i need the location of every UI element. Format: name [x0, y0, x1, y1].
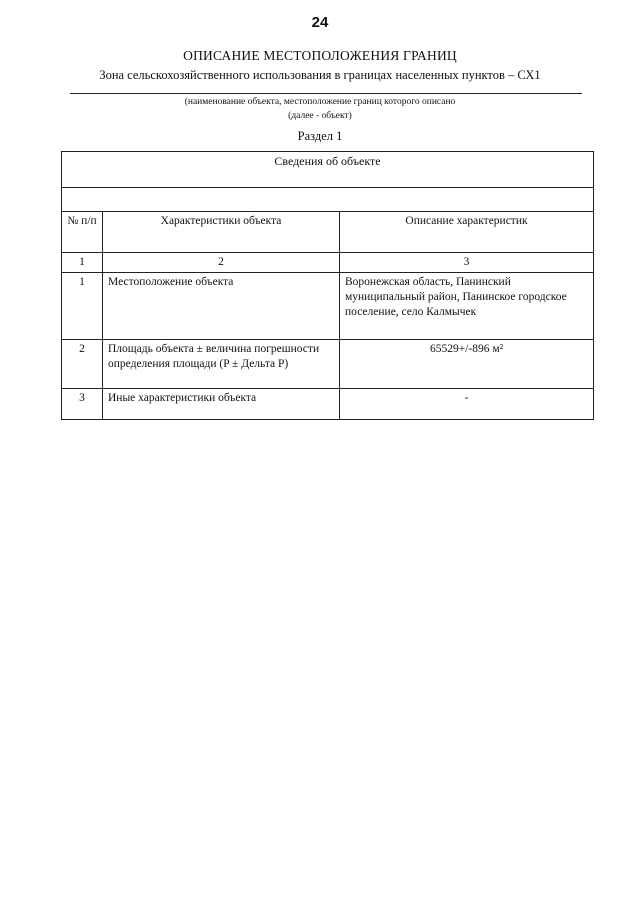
- table-column-numbers: [62, 253, 594, 273]
- object-info-table: [61, 151, 594, 420]
- object-caption-line-1: (наименование объекта, местоположение границ которого описано: [184, 97, 456, 107]
- column-number-1: 1: [62, 253, 103, 273]
- row-characteristic: Иные характеристики объекта: [103, 389, 340, 420]
- row-characteristic: Площадь объекта ± величина погрешности определения площади (P ± Дельта P): [103, 340, 340, 389]
- table-header: Сведения об объекте: [62, 152, 594, 188]
- table-column-headers: [62, 212, 594, 253]
- column-header-description: Описание характеристик: [340, 212, 594, 253]
- document-subtitle: Зона сельскохозяйственного использования в границах населенных пунктов – СХ1: [99, 68, 541, 82]
- table-empty-cell: [62, 188, 594, 212]
- object-caption-line-2: (далее - объект): [288, 111, 352, 121]
- header-divider: [70, 93, 582, 94]
- row-description: -: [340, 389, 594, 420]
- column-header-characteristic: Характеристики объекта: [103, 212, 340, 253]
- column-number-2: 2: [103, 253, 340, 273]
- table-header-row: [62, 152, 594, 188]
- section-title: Раздел 1: [297, 129, 343, 143]
- table-row: [62, 273, 594, 340]
- table-empty-row: [62, 188, 594, 212]
- document-title: ОПИСАНИЕ МЕСТОПОЛОЖЕНИЯ ГРАНИЦ: [183, 48, 457, 63]
- page-number: 24: [311, 14, 329, 31]
- row-description: Воронежская область, Панинский муниципальный район, Панинское городское поселение, село Калмычек: [340, 273, 594, 340]
- table-row: [62, 389, 594, 420]
- row-number: 2: [62, 340, 103, 389]
- column-header-number: № п/п: [62, 212, 103, 253]
- row-characteristic: Местоположение объекта: [103, 273, 340, 340]
- column-number-3: 3: [340, 253, 594, 273]
- row-description: 65529+/-896 м²: [340, 340, 594, 389]
- table-row: [62, 340, 594, 389]
- row-number: 3: [62, 389, 103, 420]
- row-number: 1: [62, 273, 103, 340]
